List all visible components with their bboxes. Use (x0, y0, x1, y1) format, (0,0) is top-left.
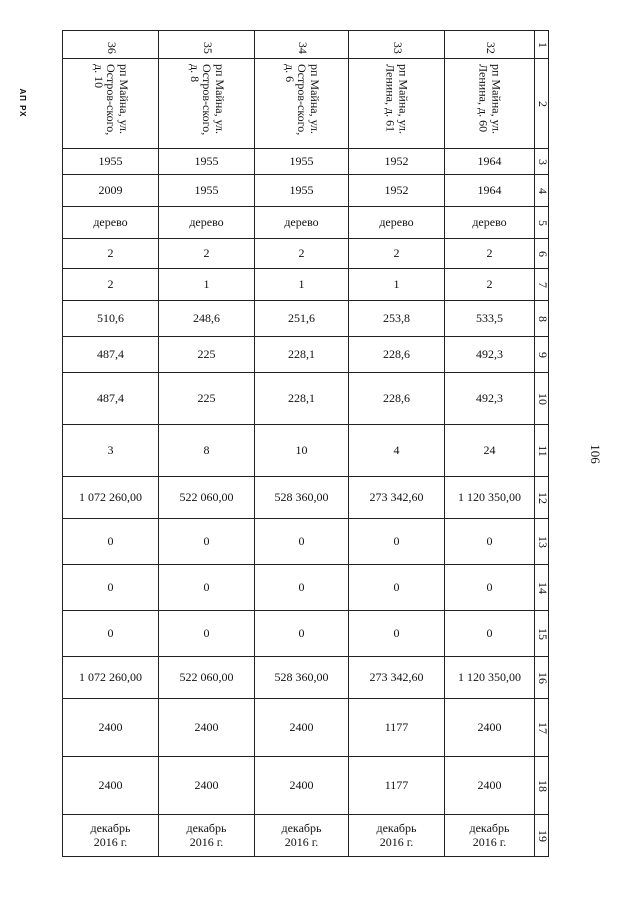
record-number (159, 31, 255, 59)
column-number-text: 14 (535, 581, 550, 594)
value-cell: 0 (63, 565, 159, 611)
value-cell: 2400 (159, 699, 255, 757)
completion-date (255, 815, 349, 857)
column-number (535, 565, 549, 611)
value-cell: 2400 (255, 757, 349, 815)
archive-stamp: АП РХ (18, 88, 28, 118)
value-cell: 2400 (63, 699, 159, 757)
value-cell: дерево (159, 207, 255, 239)
value-cell: дерево (445, 207, 535, 239)
value-cell: 492,3 (445, 337, 535, 373)
table-row (63, 657, 549, 699)
table-row (63, 815, 549, 857)
value-cell: 10 (255, 425, 349, 477)
column-number (535, 477, 549, 519)
column-number (535, 301, 549, 337)
date-month: декабрь (186, 820, 227, 835)
value-cell: 1955 (255, 149, 349, 175)
address-cell (255, 59, 349, 149)
table-body (63, 31, 549, 857)
column-number-text: 19 (535, 829, 550, 842)
value-cell: 1964 (445, 149, 535, 175)
value-cell: 1 120 350,00 (445, 657, 535, 699)
value-cell: 1 (349, 269, 445, 301)
value-cell: 1177 (349, 757, 445, 815)
value-cell: дерево (255, 207, 349, 239)
value-cell: 0 (63, 519, 159, 565)
value-cell: 1952 (349, 149, 445, 175)
completion-date (63, 815, 159, 857)
column-number (535, 425, 549, 477)
column-number (535, 373, 549, 425)
address-text: рп Майна, ул. Остров-ского, д. 10 (91, 63, 131, 135)
column-number-text: 8 (535, 315, 550, 322)
value-cell: 2400 (445, 757, 535, 815)
page-number: 106 (588, 444, 603, 464)
value-cell: 2009 (63, 175, 159, 207)
value-cell: 1955 (159, 149, 255, 175)
value-cell: 0 (349, 565, 445, 611)
column-number (535, 699, 549, 757)
table-row (63, 175, 549, 207)
table-row (63, 337, 549, 373)
value-cell: 225 (159, 373, 255, 425)
value-cell: 1955 (63, 149, 159, 175)
address-text: рп Майна, ул. Ленина, д. 61 (383, 63, 411, 134)
value-cell: 1 072 260,00 (63, 477, 159, 519)
value-cell: 4 (349, 425, 445, 477)
value-cell: 2 (255, 239, 349, 269)
table-row (63, 565, 549, 611)
record-number (255, 31, 349, 59)
table-row (63, 31, 549, 59)
column-number (535, 657, 549, 699)
value-cell: 228,6 (349, 337, 445, 373)
table-row (63, 519, 549, 565)
address-cell (159, 59, 255, 149)
column-number (535, 337, 549, 373)
value-cell: 0 (159, 519, 255, 565)
value-cell: 253,8 (349, 301, 445, 337)
value-cell: 2400 (159, 757, 255, 815)
column-number (535, 269, 549, 301)
value-cell: 2 (349, 239, 445, 269)
value-cell: 0 (349, 611, 445, 657)
value-cell: 0 (159, 611, 255, 657)
record-number-text: 36 (104, 41, 119, 54)
date-year: 2016 г. (379, 834, 414, 849)
completion-date (159, 815, 255, 857)
value-cell: 2400 (255, 699, 349, 757)
column-number-text: 16 (535, 671, 550, 684)
column-number-text: 9 (535, 351, 550, 358)
date-month: декабрь (376, 820, 417, 835)
column-number (535, 239, 549, 269)
value-cell: 2 (445, 269, 535, 301)
value-cell: 1964 (445, 175, 535, 207)
column-number (535, 757, 549, 815)
value-cell: 510,6 (63, 301, 159, 337)
date-month: декабрь (469, 820, 510, 835)
record-number (63, 31, 159, 59)
value-cell: 228,1 (255, 373, 349, 425)
date-month: декабрь (281, 820, 322, 835)
address-text: рп Майна, ул. Остров-ского, д. 6 (282, 63, 322, 135)
value-cell: 2 (63, 269, 159, 301)
column-number (535, 611, 549, 657)
table-row (63, 373, 549, 425)
value-cell: 24 (445, 425, 535, 477)
record-number (349, 31, 445, 59)
value-cell: дерево (349, 207, 445, 239)
record-number-text: 35 (200, 41, 215, 54)
column-number-text: 1 (535, 41, 550, 48)
column-number-text: 13 (535, 535, 550, 548)
value-cell: 528 360,00 (255, 657, 349, 699)
value-cell: 1 (159, 269, 255, 301)
value-cell: 228,6 (349, 373, 445, 425)
value-cell: 251,6 (255, 301, 349, 337)
value-cell: 2400 (445, 699, 535, 757)
completion-date (445, 815, 535, 857)
value-cell: 528 360,00 (255, 477, 349, 519)
date-year: 2016 г. (93, 834, 128, 849)
record-number-text: 32 (483, 41, 498, 54)
table-row (63, 477, 549, 519)
column-number-text: 10 (535, 392, 550, 405)
column-number (535, 519, 549, 565)
column-number-text: 18 (535, 779, 550, 792)
record-number-text: 34 (295, 41, 310, 54)
column-number (535, 59, 549, 149)
value-cell: 0 (63, 611, 159, 657)
column-number (535, 31, 549, 59)
column-number-text: 12 (535, 491, 550, 504)
value-cell: 273 342,60 (349, 657, 445, 699)
column-number-text: 3 (535, 158, 550, 165)
value-cell: 1955 (255, 175, 349, 207)
table-row (63, 611, 549, 657)
value-cell: 487,4 (63, 373, 159, 425)
address-text: рп Майна, ул. Остров-ского, д. 8 (187, 63, 227, 135)
value-cell: 533,5 (445, 301, 535, 337)
value-cell: 522 060,00 (159, 477, 255, 519)
date-year: 2016 г. (189, 834, 224, 849)
table-row (63, 239, 549, 269)
value-cell: 487,4 (63, 337, 159, 373)
value-cell: 1 072 260,00 (63, 657, 159, 699)
table-row (63, 59, 549, 149)
value-cell: 1952 (349, 175, 445, 207)
housing-table (62, 30, 549, 857)
completion-date (349, 815, 445, 857)
table-row (63, 207, 549, 239)
address-text: рп Майна, ул. Ленина, д. 60 (476, 63, 504, 134)
table-row (63, 301, 549, 337)
column-number-text: 15 (535, 627, 550, 640)
value-cell: 0 (255, 519, 349, 565)
column-number (535, 175, 549, 207)
value-cell: 1 (255, 269, 349, 301)
date-year: 2016 г. (284, 834, 319, 849)
table-row (63, 699, 549, 757)
value-cell: 273 342,60 (349, 477, 445, 519)
column-number-text: 2 (535, 100, 550, 107)
date-month: декабрь (90, 820, 131, 835)
value-cell: 1955 (159, 175, 255, 207)
table-row (63, 425, 549, 477)
value-cell: 522 060,00 (159, 657, 255, 699)
value-cell: 2400 (63, 757, 159, 815)
value-cell: 228,1 (255, 337, 349, 373)
value-cell: 492,3 (445, 373, 535, 425)
value-cell: 2 (445, 239, 535, 269)
value-cell: 0 (255, 565, 349, 611)
column-number (535, 815, 549, 857)
address-cell (349, 59, 445, 149)
table-row (63, 149, 549, 175)
value-cell: 0 (445, 611, 535, 657)
value-cell: 2 (63, 239, 159, 269)
value-cell: 225 (159, 337, 255, 373)
value-cell: 1177 (349, 699, 445, 757)
column-number (535, 207, 549, 239)
column-number-text: 7 (535, 281, 550, 288)
record-number-text: 33 (390, 41, 405, 54)
value-cell: 248,6 (159, 301, 255, 337)
address-cell (445, 59, 535, 149)
date-year: 2016 г. (472, 834, 507, 849)
value-cell: 8 (159, 425, 255, 477)
column-number-text: 4 (535, 187, 550, 194)
value-cell: 3 (63, 425, 159, 477)
value-cell: дерево (63, 207, 159, 239)
value-cell: 2 (159, 239, 255, 269)
column-number-text: 11 (535, 444, 550, 457)
value-cell: 0 (255, 611, 349, 657)
table-row (63, 757, 549, 815)
value-cell: 0 (445, 565, 535, 611)
column-number (535, 149, 549, 175)
table-row (63, 269, 549, 301)
value-cell: 0 (349, 519, 445, 565)
value-cell: 0 (445, 519, 535, 565)
record-number (445, 31, 535, 59)
value-cell: 0 (159, 565, 255, 611)
value-cell: 1 120 350,00 (445, 477, 535, 519)
column-number-text: 6 (535, 250, 550, 257)
address-cell (63, 59, 159, 149)
column-number-text: 5 (535, 219, 550, 226)
column-number-text: 17 (535, 721, 550, 734)
